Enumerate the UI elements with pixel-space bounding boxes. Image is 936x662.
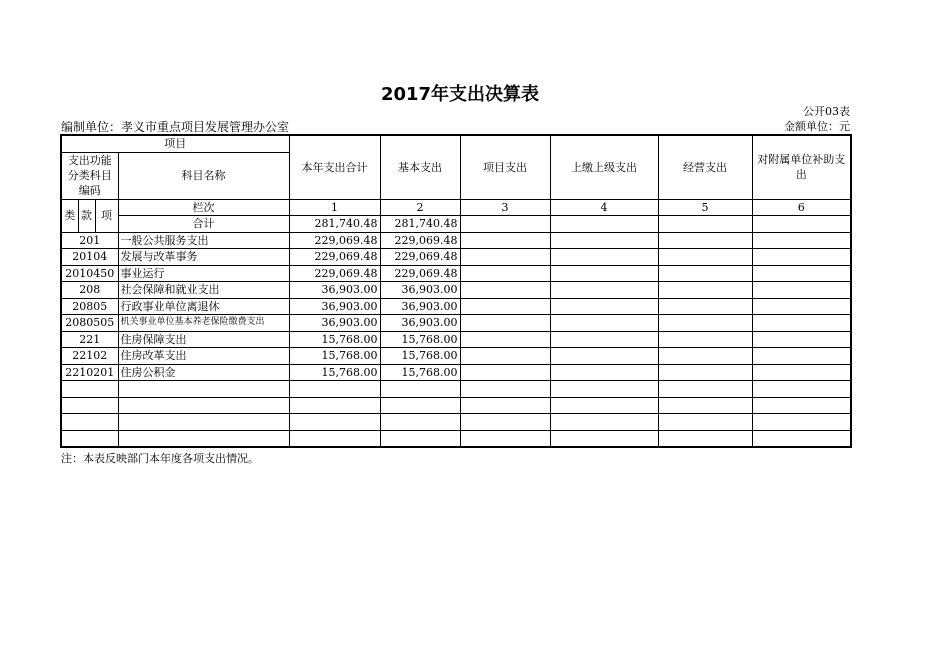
empty-cell	[460, 249, 550, 266]
empty-cell	[752, 364, 851, 381]
empty-cell	[658, 282, 752, 299]
basic-value: 15,768.00	[380, 331, 460, 348]
expenditure-table	[60, 134, 852, 448]
empty-cell	[550, 265, 658, 282]
col-number: 4	[550, 199, 658, 216]
header-upper: 上缴上级支出	[550, 135, 658, 199]
empty-cell	[658, 414, 752, 431]
total-value: 15,768.00	[289, 348, 380, 365]
empty-cell	[460, 397, 550, 414]
form-number: 公开03表	[803, 105, 850, 118]
func-code: 221	[61, 331, 118, 348]
empty-cell	[380, 397, 460, 414]
empty-row	[61, 397, 851, 414]
header-total: 本年支出合计	[289, 135, 380, 199]
empty-cell	[752, 265, 851, 282]
empty-cell	[550, 348, 658, 365]
empty-cell	[658, 315, 752, 332]
func-code: 208	[61, 282, 118, 299]
empty-cell	[460, 331, 550, 348]
table-row	[61, 348, 851, 365]
header-subject-name: 科目名称	[118, 152, 289, 199]
empty-cell	[61, 381, 118, 398]
basic-value: 229,069.48	[380, 232, 460, 249]
empty-cell	[118, 414, 289, 431]
empty-cell	[550, 397, 658, 414]
table-row	[61, 364, 851, 381]
empty-cell	[752, 348, 851, 365]
total-value: 36,903.00	[289, 298, 380, 315]
empty-cell	[658, 265, 752, 282]
empty-cell	[118, 430, 289, 447]
basic-value: 15,768.00	[380, 364, 460, 381]
empty-row	[61, 381, 851, 398]
basic-value: 36,903.00	[380, 298, 460, 315]
empty-cell	[752, 331, 851, 348]
header-xiang: 项	[95, 199, 118, 232]
empty-cell	[550, 282, 658, 299]
empty-cell	[460, 381, 550, 398]
header-basic: 基本支出	[380, 135, 460, 199]
total-value: 229,069.48	[289, 265, 380, 282]
empty-cell	[752, 298, 851, 315]
subject-name: 事业运行	[118, 265, 289, 282]
empty-cell	[752, 397, 851, 414]
empty-cell	[289, 430, 380, 447]
table-row	[61, 265, 851, 282]
empty-cell	[61, 430, 118, 447]
empty-cell	[550, 315, 658, 332]
empty-row	[61, 414, 851, 431]
total-row	[61, 216, 851, 233]
empty-cell	[752, 430, 851, 447]
subject-name: 行政事业单位离退休	[118, 298, 289, 315]
empty-cell	[550, 249, 658, 266]
empty-cell	[550, 414, 658, 431]
empty-cell	[460, 265, 550, 282]
func-code: 20805	[61, 298, 118, 315]
total-value: 15,768.00	[289, 331, 380, 348]
header-business: 经营支出	[658, 135, 752, 199]
empty-cell	[752, 381, 851, 398]
table-row	[61, 249, 851, 266]
empty-cell	[460, 364, 550, 381]
func-code: 20104	[61, 249, 118, 266]
empty-cell	[658, 232, 752, 249]
empty-cell	[380, 414, 460, 431]
empty-cell	[460, 315, 550, 332]
func-code: 2080505	[61, 315, 118, 332]
empty-cell	[550, 331, 658, 348]
empty-cell	[61, 414, 118, 431]
header-func-code: 支出功能分类科目编码	[61, 152, 118, 199]
empty-cell	[658, 331, 752, 348]
col-number: 2	[380, 199, 460, 216]
empty-cell	[752, 414, 851, 431]
empty-cell	[658, 430, 752, 447]
empty-cell	[752, 282, 851, 299]
table-row	[61, 298, 851, 315]
total-value: 229,069.48	[289, 249, 380, 266]
basic-value: 36,903.00	[380, 315, 460, 332]
basic-value: 15,768.00	[380, 348, 460, 365]
table-row	[61, 282, 851, 299]
empty-cell	[460, 282, 550, 299]
empty-cell	[550, 364, 658, 381]
basic-value: 229,069.48	[380, 249, 460, 266]
col-number: 3	[460, 199, 550, 216]
empty-cell	[658, 381, 752, 398]
header-subsidy: 对附属单位补助支出	[752, 135, 851, 199]
empty-cell	[752, 249, 851, 266]
empty-cell	[61, 397, 118, 414]
empty-cell	[752, 232, 851, 249]
total-label: 合计	[118, 216, 289, 233]
empty-cell	[460, 430, 550, 447]
amount-unit-label: 金额单位：元	[784, 120, 850, 133]
col-number: 6	[752, 199, 851, 216]
header-lanci: 栏次	[118, 199, 289, 216]
subject-name: 住房改革支出	[118, 348, 289, 365]
total-value: 229,069.48	[289, 232, 380, 249]
organization-label: 编制单位：孝义市重点项目发展管理办公室	[61, 120, 290, 134]
col-number: 1	[289, 199, 380, 216]
header-item: 项目	[61, 135, 289, 152]
table-row	[61, 331, 851, 348]
func-code: 2210201	[61, 364, 118, 381]
col-number: 5	[658, 199, 752, 216]
header-lei: 类	[61, 199, 78, 232]
empty-cell	[658, 249, 752, 266]
empty-cell	[460, 414, 550, 431]
total-value: 36,903.00	[289, 315, 380, 332]
empty-cell	[380, 430, 460, 447]
basic-value: 229,069.48	[380, 265, 460, 282]
empty-cell	[658, 298, 752, 315]
page-title: 2017年支出决算表	[380, 84, 540, 105]
empty-cell	[550, 430, 658, 447]
header-kuan: 款	[78, 199, 95, 232]
empty-cell	[118, 397, 289, 414]
total-value: 36,903.00	[289, 282, 380, 299]
func-code: 2010450	[61, 265, 118, 282]
func-code: 201	[61, 232, 118, 249]
empty-cell	[460, 232, 550, 249]
empty-cell	[752, 315, 851, 332]
total-value: 281,740.48	[289, 216, 380, 233]
func-code: 22102	[61, 348, 118, 365]
empty-cell	[658, 397, 752, 414]
subject-name: 住房公积金	[118, 364, 289, 381]
empty-cell	[118, 381, 289, 398]
basic-value: 36,903.00	[380, 282, 460, 299]
subject-name: 住房保障支出	[118, 331, 289, 348]
empty-cell	[550, 381, 658, 398]
empty-cell	[658, 348, 752, 365]
empty-cell	[460, 298, 550, 315]
total-value: 15,768.00	[289, 364, 380, 381]
footnote: 注：本表反映部门本年度各项支出情况。	[61, 452, 259, 465]
table-row	[61, 232, 851, 249]
subject-name: 发展与改革事务	[118, 249, 289, 266]
subject-name: 社会保障和就业支出	[118, 282, 289, 299]
empty-cell	[460, 348, 550, 365]
subject-name: 机关事业单位基本养老保险缴费支出	[118, 315, 289, 332]
empty-cell	[289, 381, 380, 398]
empty-cell	[380, 381, 460, 398]
empty-cell	[550, 298, 658, 315]
empty-row	[61, 430, 851, 447]
table-row	[61, 315, 851, 332]
subject-name: 一般公共服务支出	[118, 232, 289, 249]
header-project: 项目支出	[460, 135, 550, 199]
empty-cell	[289, 414, 380, 431]
empty-cell	[550, 232, 658, 249]
empty-cell	[658, 364, 752, 381]
basic-value: 281,740.48	[380, 216, 460, 233]
empty-cell	[289, 397, 380, 414]
